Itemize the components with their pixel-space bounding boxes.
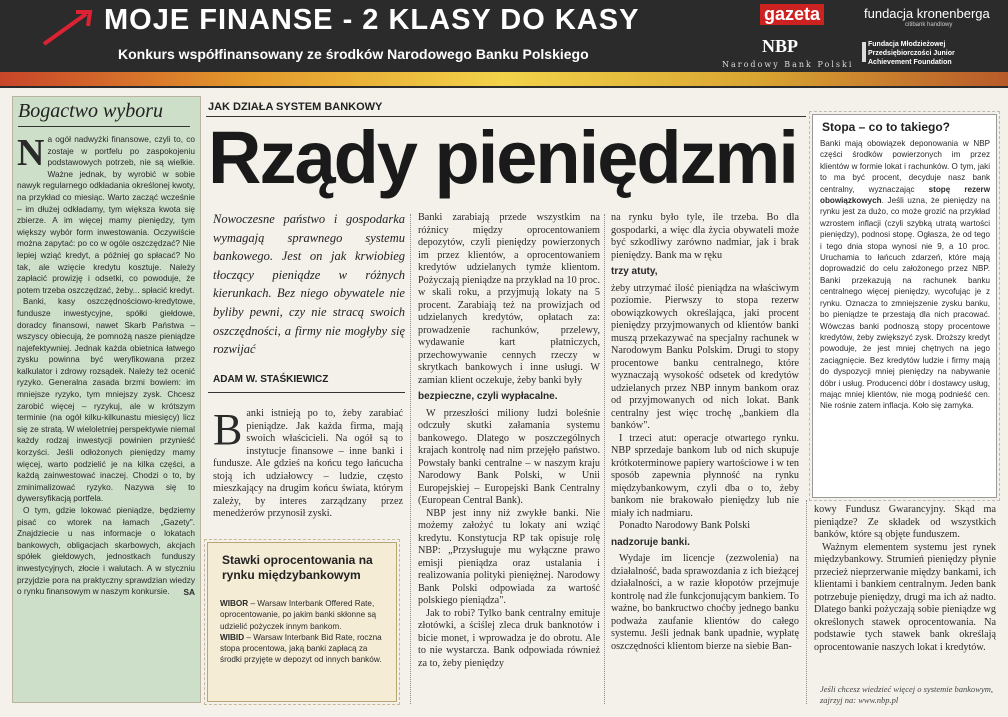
wibor-entry (220, 598, 388, 632)
article-byline: ADAM W. STAŚKIEWICZ (213, 374, 329, 385)
article-paragraph-12: Ważnym elementem systemu jest rynek międzybankowy. Strumień pieniędzy płynie przecież nieprzerwanie między bankami, ich klientami i bankiem centralnym. Jeden bank potrzebuje pieniędzy, drugi ma ich aż nadto. Dlatego banki pożyczają sobie pieniądze wg określonych stawek oprocentowania. Na podstawie tych stawek bank określają oprocentowanie naszych lokat i kredytów. (814, 541, 996, 653)
stopa-paragraph (820, 138, 990, 412)
article-paragraph-11: kowy Fundusz Gwarancyjny. Skąd ma pieniądze? Ze składek od wszystkich banków, które są objęte funduszem. (814, 504, 996, 540)
column-divider (604, 214, 606, 704)
subhead-bezpieczne: bezpieczne, czyli wypłacalne. (418, 391, 558, 402)
article-paragraph-7: żeby utrzymać ilość pieniądza na właściwym poziomie. Pierwszy to stopa rezerw obowiązkowych określająca, jaki procent pieniędzy przyjmowanych od klientów banki muszą przekazywać na specjalny rachunek w Narodowym Banku Polskim. Drugi to stopy procentowe banku centralnego, które wyznaczają wysokość odsetek od kredytów udzielanych przez NBP innym bankom oraz od przyjmowanych od nich lokat. Bank centralny jest więc trochę „bankiem dla banków". (611, 282, 799, 431)
wibor-term: WIBOR (220, 599, 249, 608)
banner-subtitle: Konkurs współfinansowany ze środków Narodowego Banku Polskiego (118, 46, 589, 62)
stawki-box-text (220, 598, 388, 698)
article-paragraph-8: I trzeci atut: operacje otwartego rynku. NBP sprzedaje bankom lub od nich skupuje krótkoterminowe papiery wartościowe i w ten sposób zapewnia płynność na rynku międzybankowym, czyli dba o to, żeby bankom nie brakowało pieniędzy lub nie miały ich nadmiaru. (611, 432, 799, 519)
article-kicker: JAK DZIAŁA SYSTEM BANKOWY (208, 101, 383, 113)
article-column-1 (213, 408, 403, 538)
stopa-box-text (820, 138, 990, 492)
article-column-4 (814, 504, 996, 682)
wibid-entry (220, 632, 388, 666)
article-paragraph-3: W przeszłości miliony ludzi boleśnie odczuły skutki załamania systemu bankowego. Dlatego w poszczególnych krajach kontrolę nad nim przejęło państwo. Powstały banki centralne – w naszym kraju Narodowy Bank Polski, w Unii Europejskiej – Europejski Bank Centralny (European Central Bank). (418, 407, 600, 506)
banner-color-stripe (0, 72, 1008, 86)
article-lead: Nowoczesne państwo i gospodarka wymagają sprawnego systemu bankowego. Jest on jak krwiobieg tłoczący pieniądze w różnych kierunkach. Bez niego obywatele nie byliby pewni, czy nie stracą swoich oszczędności, a firmy nie mogłyby się rozwijać (213, 212, 405, 357)
fundacja-kronenberga-logo: fundacja kronenberga (864, 6, 990, 21)
article-headline: Rządy pieniędzmi (208, 116, 797, 199)
gazeta-logo: gazeta (760, 4, 824, 25)
header-banner (0, 0, 1008, 88)
citibank-handlowy-label: citibank handlowy (905, 22, 953, 28)
article-paragraph-1: anki istnieją po to, żeby zarabiać pieniądze. Jak każda firma, mają swoich właścicieli. Na ogół są to instytucje finansowe – inne banki i fundusze. Ale gdzieś na końcu tego łańcucha stoją ich udziałowcy – ludzie, często mieszkający na drugim końcu świata, którym zależy, by interes zarządzany przez menedżerów przynosił zyski. (213, 408, 403, 519)
sidebar-paragraph-2: Banki, kasy oszczędnościowo-kredytowe, fundusze inwestycyjne, spółki giełdowe, doradcy finansowi, nawet Skarb Państwa – wszyscy obiecują, że pomnożą nasze pieniądze najefektywniej. Jednak każda obietnica łatwego zysku powinna być weryfikowana przez kalkulator i zdrowy rozsądek. Należy też ocenić ryzyko. Generalna zasada brzmi bowiem: im mniejsze ryzyko, tym mniejszy zysk. Chcesz zarobić więcej – ryzykuj, ale w krótszym terminie (na ogół kilku-kilkunastu miesięcy) licz się ze stratą. W wieloletniej perspektywie niemal każdy rodzaj inwestycji powinien przynieść korzyści. Jeśli odłożonych pieniędzy mamy więcej, warto podzielić je na kilka części, a każdą zainwestować inaczej. Chodzi o to, by zminimalizować ryzyko. Nazywa się to dywersyfikacją portfela. (17, 296, 195, 504)
article-paragraph-10: Wydaje im licencje (zezwolenia) na działalność, bada sprawozdania z ich bieżącej działalności, a w razie kłopotów przejmuje kontrolę nad źle funkcjonującym bankiem. To ważne, bo bankructwo choćby jednego banku podważa zaufanie klientów do całego systemu. Jeśli jednak bank upadnie, wypłatę oszczędności klientom bierze na siebie Ban- (611, 553, 799, 652)
byline-rule (208, 392, 405, 393)
sidebar-drop-cap: N (17, 134, 45, 174)
article-paragraph-9: Ponadto Narodowy Bank Polski (619, 520, 751, 531)
sidebar-text (17, 134, 195, 702)
sidebar-paragraph-1: a ogół nadwyżki finansowe, czyli to, co zostaje w portfelu po zaspokojeniu podstawowych potrzeb, nie są wielkie. Ważne jednak, by wyrobić w sobie nawyk regularnego odkładania określonej kwoty, na przykład co miesiąc. Warto zacząć wcześnie – im dłużej odkładamy, tym większa kwota się zbierze. A im więcej mamy pieniędzy, tym większy wybór form inwestowania. Oczywiście można zapytać: po co w ogóle oszczędzać? Nie lepiej wziąć kredyt, a później go spłacać? No tak, ale wzięcie kredytu kosztuje. Należy zapłacić prowizję i odsetki, co powoduje, że potem trzeba oszczędzać, żeby... spłacić kredyt. (17, 134, 195, 295)
banner-title: MOJE FINANSE - 2 KLASY DO KASY (104, 4, 640, 36)
stawki-box-title: Stawki oprocentowania na rynku międzybankowym (222, 553, 373, 582)
article-column-2 (418, 212, 600, 706)
subhead-trzy-atuty: trzy atuty, (611, 266, 658, 277)
arrow-icon (40, 8, 100, 48)
nbp-logo: NBP (762, 36, 798, 56)
article-column-3 (611, 212, 799, 706)
article-paragraph-6: na rynku było tyle, ile trzeba. Bo dla gospodarki, a więc dla życia obywateli może być szkodliwy zarówno nadmiar, jak i brak pieniędzy. Bank ma w ręku (611, 212, 799, 261)
stopa-text-2: . Jeśli uzna, że pieniędzy na rynku jest za dużo, co może grozić na przykład wzrostem inflacji (czyli szybką utratą wartości pieniędzy), podnosi stopę. Ogłasza, że od tego i tego dnia stopa wynosi nie 9, a 10 proc. Uruchamia to łańcuch zdarzeń, które mają doprowadzić do celu założonego przez NBP. Banki przekazują na rachunek banku centralnego więcej pieniędzy, wycofując je z rynku. Oznacza to zmniejszenie zysku banku, bo pieniądze te przestają dla nich pracować. Wówczas banki podnoszą stopy procentowe kredytów, żeby zwiększyć zysk. Droższy kredyt powoduje, że jest mniej chętnych na jego zaciągnięcie. Bez kredytów ludzie i firmy mają do dyspozycji mniej pieniędzy na nabywanie dóbr i usług. Producenci dóbr i dostawcy usług, mając mniej klientów, nie mogą podnieść cen. Nie rośnie zatem inflacja. Koło się zamyka. (820, 196, 990, 411)
sidebar-title-rule (18, 126, 190, 127)
column-divider (410, 214, 412, 704)
article-paragraph-4: NBP jest inny niż zwykłe banki. Nie możemy założyć tu lokaty ani wziąć kredytu. Konstytucja RP tak opisuje rolę NBP: „Przysługuje mu wyłączne prawo emisji pieniądza oraz ustalania i realizowania polityki pieniężnej. Narodowy Bank Polski odpowiada za wartość polskiego pieniądza". (418, 507, 600, 606)
article-paragraph-5: Jak to robi? Tylko bank centralny emituje złotówki, a ściślej zleca druk banknotów i bicie monet, i wprowadza je do obrotu. Ale to nie wystarcza. Bank odpowiada również za to, żeby pieniędzy (418, 607, 600, 669)
wibid-term: WIBID (220, 632, 245, 642)
wibid-definition: – Warsaw Interbank Bid Rate, roczna stopa procentowa, jaką banki zapłacą za środki przyjęte w depozyt od innych banków. (220, 632, 382, 665)
article-paragraph-2: Banki zarabiają przede wszystkim na różnicy między oprocentowaniem depozytów, czyli pieniędzy powierzonych im przez klientów, a oprocentowaniem kredytów udzielanych tymże klientom. Pożyczają pieniądze na przykład na 10 proc. w skali roku, a przyjmują lokaty na 5 procent. Zarabiają też na prowizjach od udzielanych kredytów, opłatach za: prowadzenie rachunków, przelewy, wydawanie kart płatniczych, przechowywanie cennych rzeczy w skrytkach bankowych i inne usługi. W zamian klient oczekuje, żeby banki były (418, 212, 600, 386)
junior-achievement-icon (862, 42, 866, 62)
sidebar-paragraph-3: O tym, gdzie lokować pieniądze, będziemy pisać co wtorek na łamach „Gazety". Znajdziecie u nas informacje o lokatach bankowych, obligacjach skarbowych, akcjach spółek giełdowych, jednostkach funduszy inwestycyjnych, złocie i walutach. A w styczniu przyjdzie pora na praktyczny sprawdzian wiedzy o rynku finansowym w naszym konkursie. (17, 505, 195, 597)
article-drop-cap: B (213, 408, 243, 454)
subhead-nadzoruje: nadzoruje banki. (611, 536, 690, 548)
sidebar-signature: SA (183, 586, 195, 597)
stopa-bold-term: stopę rezerw obowiązkowych (820, 184, 990, 206)
sidebar-title: Bogactwo wyboru (18, 100, 163, 122)
stopa-text-1: Banki mają obowiązek deponowania w NBP części środków powierzonych im przez klientów w formie lokat i rachunków. O tym, jaki to ma być procent, decyduje nasz bank centralny, wyznaczając (820, 139, 990, 194)
wibor-definition: – Warsaw Interbank Offered Rate, oprocentowanie, po jakim banki skłonne są udzielić pożyczek innym bankom. (220, 599, 377, 631)
article-credit: Jeśli chcesz wiedzieć więcej o systemie bankowym, zajrzyj na: www.nbp.pl (820, 684, 994, 705)
nbp-fullname: Narodowy Bank Polski (722, 60, 854, 69)
junior-achievement-logo: Fundacja Młodzieżowej Przedsiębiorczości Junior Achievement Foundation (868, 41, 955, 66)
stopa-box-title: Stopa – co to takiego? (822, 120, 951, 134)
column-divider (806, 500, 808, 704)
